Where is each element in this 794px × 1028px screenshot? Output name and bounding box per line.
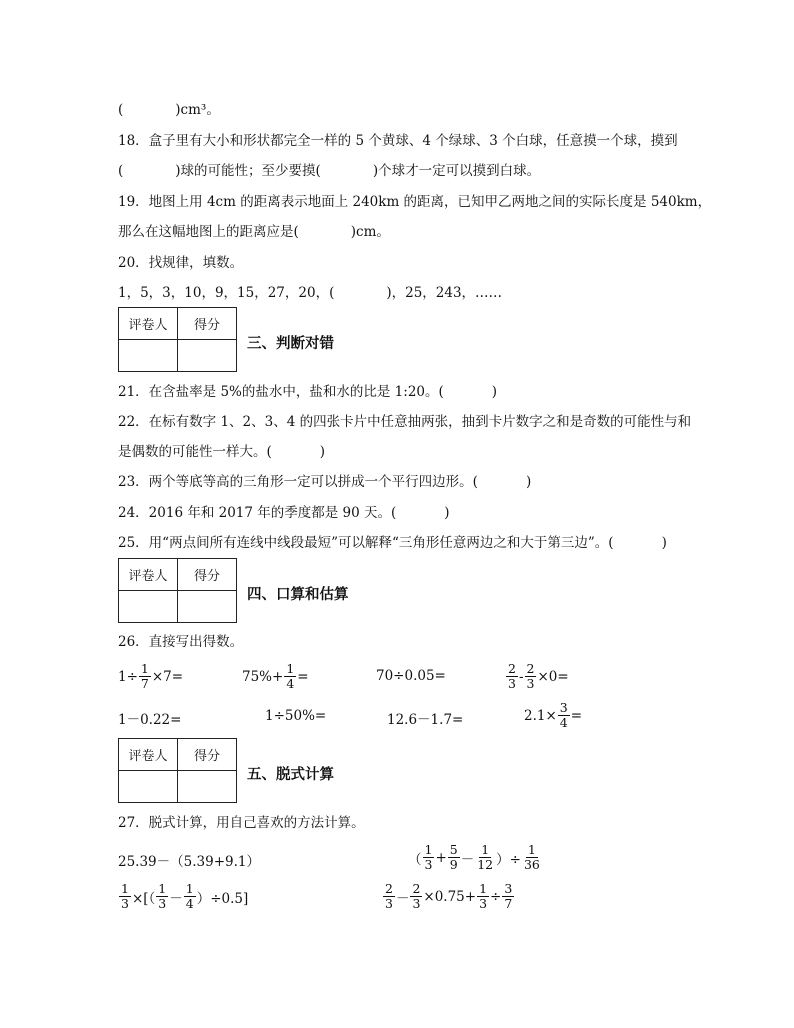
q26-expr-6: 1÷50%= [265, 708, 327, 724]
score-cell[interactable] [178, 591, 237, 623]
q26-expr-7: 12.6－1.7= [387, 712, 464, 728]
numerator: 1 [121, 881, 129, 896]
score-label: 得分 [178, 559, 237, 591]
q24-close: ) [444, 505, 450, 521]
numerator: 1 [479, 881, 488, 896]
q27-e2-op1: + [435, 849, 447, 866]
q26-e2-a: 75%+ [242, 668, 284, 685]
q27-title: 27．脱式计算，用自己喜欢的方法计算。 [118, 815, 365, 831]
fraction [184, 882, 196, 911]
fraction [119, 882, 131, 911]
numerator: 2 [385, 881, 393, 896]
q21-text: 21．在含盐率是 5%的盐水中，盐和水的比是 1:20。( [118, 384, 444, 400]
denominator: 4 [185, 896, 194, 911]
score-table-section3 [118, 307, 237, 372]
reviewer-label: 评卷人 [119, 559, 178, 591]
fraction [423, 843, 435, 872]
q27-expr-4 [382, 882, 515, 911]
q27-e3-op: － [169, 890, 183, 907]
numerator: 1 [481, 842, 490, 857]
q27-e4-op1: － [395, 890, 410, 907]
fraction [475, 843, 495, 872]
q17-answer-line [118, 101, 220, 119]
denominator: 36 [523, 857, 540, 872]
q27-e3-b: ）÷0.5] [196, 890, 249, 907]
q20-line1: 20．找规律，填数。 [118, 255, 244, 271]
reviewer-label: 评卷人 [119, 739, 178, 771]
q18-line1: 18．盒子里有大小和形状都完全一样的 5 个黄球、4 个绿球、3 个白球，任意摸一个球，摸到 [118, 133, 678, 149]
fraction [139, 662, 151, 691]
q26-expr-8 [524, 701, 582, 730]
q21-line [118, 383, 497, 401]
fraction [477, 882, 489, 911]
fraction [448, 843, 460, 872]
q26-e4-b: ×0= [537, 668, 569, 685]
numerator: 1 [140, 661, 149, 676]
q26-e4-op: - [518, 668, 524, 685]
q26-expr-4 [505, 662, 569, 691]
denominator: 3 [508, 676, 516, 691]
q26-expr-5: 1－0.22= [118, 712, 182, 728]
q26-e1-a: 1÷ [118, 668, 138, 685]
q26-expr-3: 70÷0.05= [376, 668, 446, 684]
fraction [284, 662, 296, 691]
q25-text: 25．用“两点间所有连线中线段最短”可以解释“三角形任意两边之和大于第三边”。( [118, 535, 614, 551]
numerator: 5 [449, 842, 458, 857]
q17-open: ( [118, 102, 124, 118]
denominator: 7 [504, 896, 513, 911]
section3-title: 三、判断对错 [247, 336, 334, 352]
q27-e4-op2: ÷ [490, 888, 502, 905]
q19-text: 那么在这幅地图上的距离应是( [118, 224, 299, 240]
numerator: 1 [185, 881, 194, 896]
denominator: 3 [121, 896, 129, 911]
denominator: 4 [286, 676, 295, 691]
section5-title: 五、脱式计算 [247, 767, 334, 783]
score-table-section4 [118, 558, 237, 623]
q23-close: ) [525, 474, 532, 490]
q26-e2-b: = [297, 668, 309, 685]
reviewer-cell[interactable] [119, 591, 178, 623]
fraction [383, 882, 395, 911]
q26-expr-1 [118, 662, 183, 691]
q26-expr-2 [242, 662, 309, 691]
score-table-section5 [118, 738, 237, 803]
denominator: 3 [526, 676, 535, 691]
q27-e2-op2: － [460, 851, 475, 868]
score-cell[interactable] [178, 340, 237, 372]
q27-e2-close: ）÷ [496, 851, 521, 868]
q24-text: 24．2016 年和 2017 年的季度都是 90 天。( [118, 505, 397, 521]
q22-close: ) [319, 444, 326, 460]
q20-line2 [118, 284, 502, 302]
q18-close: )个球才一定可以摸到白球。 [372, 163, 541, 179]
q19-close: )cm。 [350, 224, 390, 240]
numerator: 2 [412, 881, 421, 896]
section4-title: 四、口算和估算 [247, 587, 349, 603]
q22-line2 [118, 443, 325, 461]
q27-expr-3 [118, 882, 248, 911]
fraction [525, 662, 537, 691]
fraction [558, 701, 570, 730]
q18-middle: )球的可能性；至少要摸( [175, 163, 321, 179]
fraction [156, 882, 168, 911]
q27-expr-2 [408, 843, 543, 872]
q26-e8-b: = [570, 707, 583, 724]
q18-line2 [118, 162, 540, 180]
numerator: 1 [286, 661, 295, 676]
q21-close: ) [491, 384, 498, 400]
score-label: 得分 [178, 308, 237, 340]
q23-text: 23．两个等底等高的三角形一定可以拼成一个平行四边形。( [118, 474, 478, 490]
denominator: 3 [479, 896, 488, 911]
q24-line [118, 504, 450, 522]
numerator: 1 [424, 842, 433, 857]
q17-close: )cm³。 [175, 102, 220, 118]
fraction [502, 882, 514, 911]
q25-close: ) [661, 535, 667, 551]
denominator: 3 [385, 896, 393, 911]
denominator: 4 [559, 715, 568, 730]
numerator: 1 [158, 881, 167, 896]
q20-sequence-end: )，25，243，…… [386, 285, 503, 301]
q27-e4-mid: ×0.75+ [423, 888, 477, 905]
q26-e8-a: 2.1× [524, 707, 557, 724]
q19-line1: 19．地图上用 4cm 的距离表示地面上 240km 的距离，已知甲乙两地之间的实际长度是 540km， [118, 194, 712, 210]
q26-e1-b: ×7= [151, 668, 184, 685]
denominator: 7 [140, 676, 149, 691]
numerator: 1 [527, 842, 536, 857]
q27-e2-open: （ [408, 851, 422, 868]
q20-sequence: 1，5，3，10，9，15，27，20，( [118, 285, 335, 301]
fraction [506, 662, 518, 691]
q27-e3-a: ×[（ [131, 890, 156, 907]
numerator: 3 [504, 881, 513, 896]
denominator: 3 [424, 857, 433, 872]
q26-title: 26．直接写出得数。 [118, 634, 244, 650]
denominator: 3 [158, 896, 167, 911]
q25-line [118, 534, 667, 552]
numerator: 3 [559, 700, 568, 715]
denominator: 3 [412, 896, 421, 911]
q18-open: ( [118, 163, 124, 179]
denominator: 12 [477, 857, 494, 872]
score-cell[interactable] [178, 771, 237, 803]
fraction [410, 882, 422, 911]
numerator: 2 [508, 661, 516, 676]
q22-line1: 22．在标有数字 1、2、3、4 的四张卡片中任意抽两张，抽到卡片数字之和是奇数的可能性与和 [118, 414, 692, 430]
reviewer-cell[interactable] [119, 771, 178, 803]
denominator: 9 [449, 857, 458, 872]
q22-text: 是偶数的可能性一样大。( [118, 444, 272, 460]
reviewer-cell[interactable] [119, 340, 178, 372]
fraction [522, 843, 542, 872]
numerator: 2 [526, 661, 535, 676]
q27-expr-1: 25.39－（5.39+9.1） [118, 854, 260, 870]
q19-line2 [118, 223, 390, 241]
score-label: 得分 [178, 739, 237, 771]
reviewer-label: 评卷人 [119, 308, 178, 340]
q23-line [118, 473, 531, 491]
